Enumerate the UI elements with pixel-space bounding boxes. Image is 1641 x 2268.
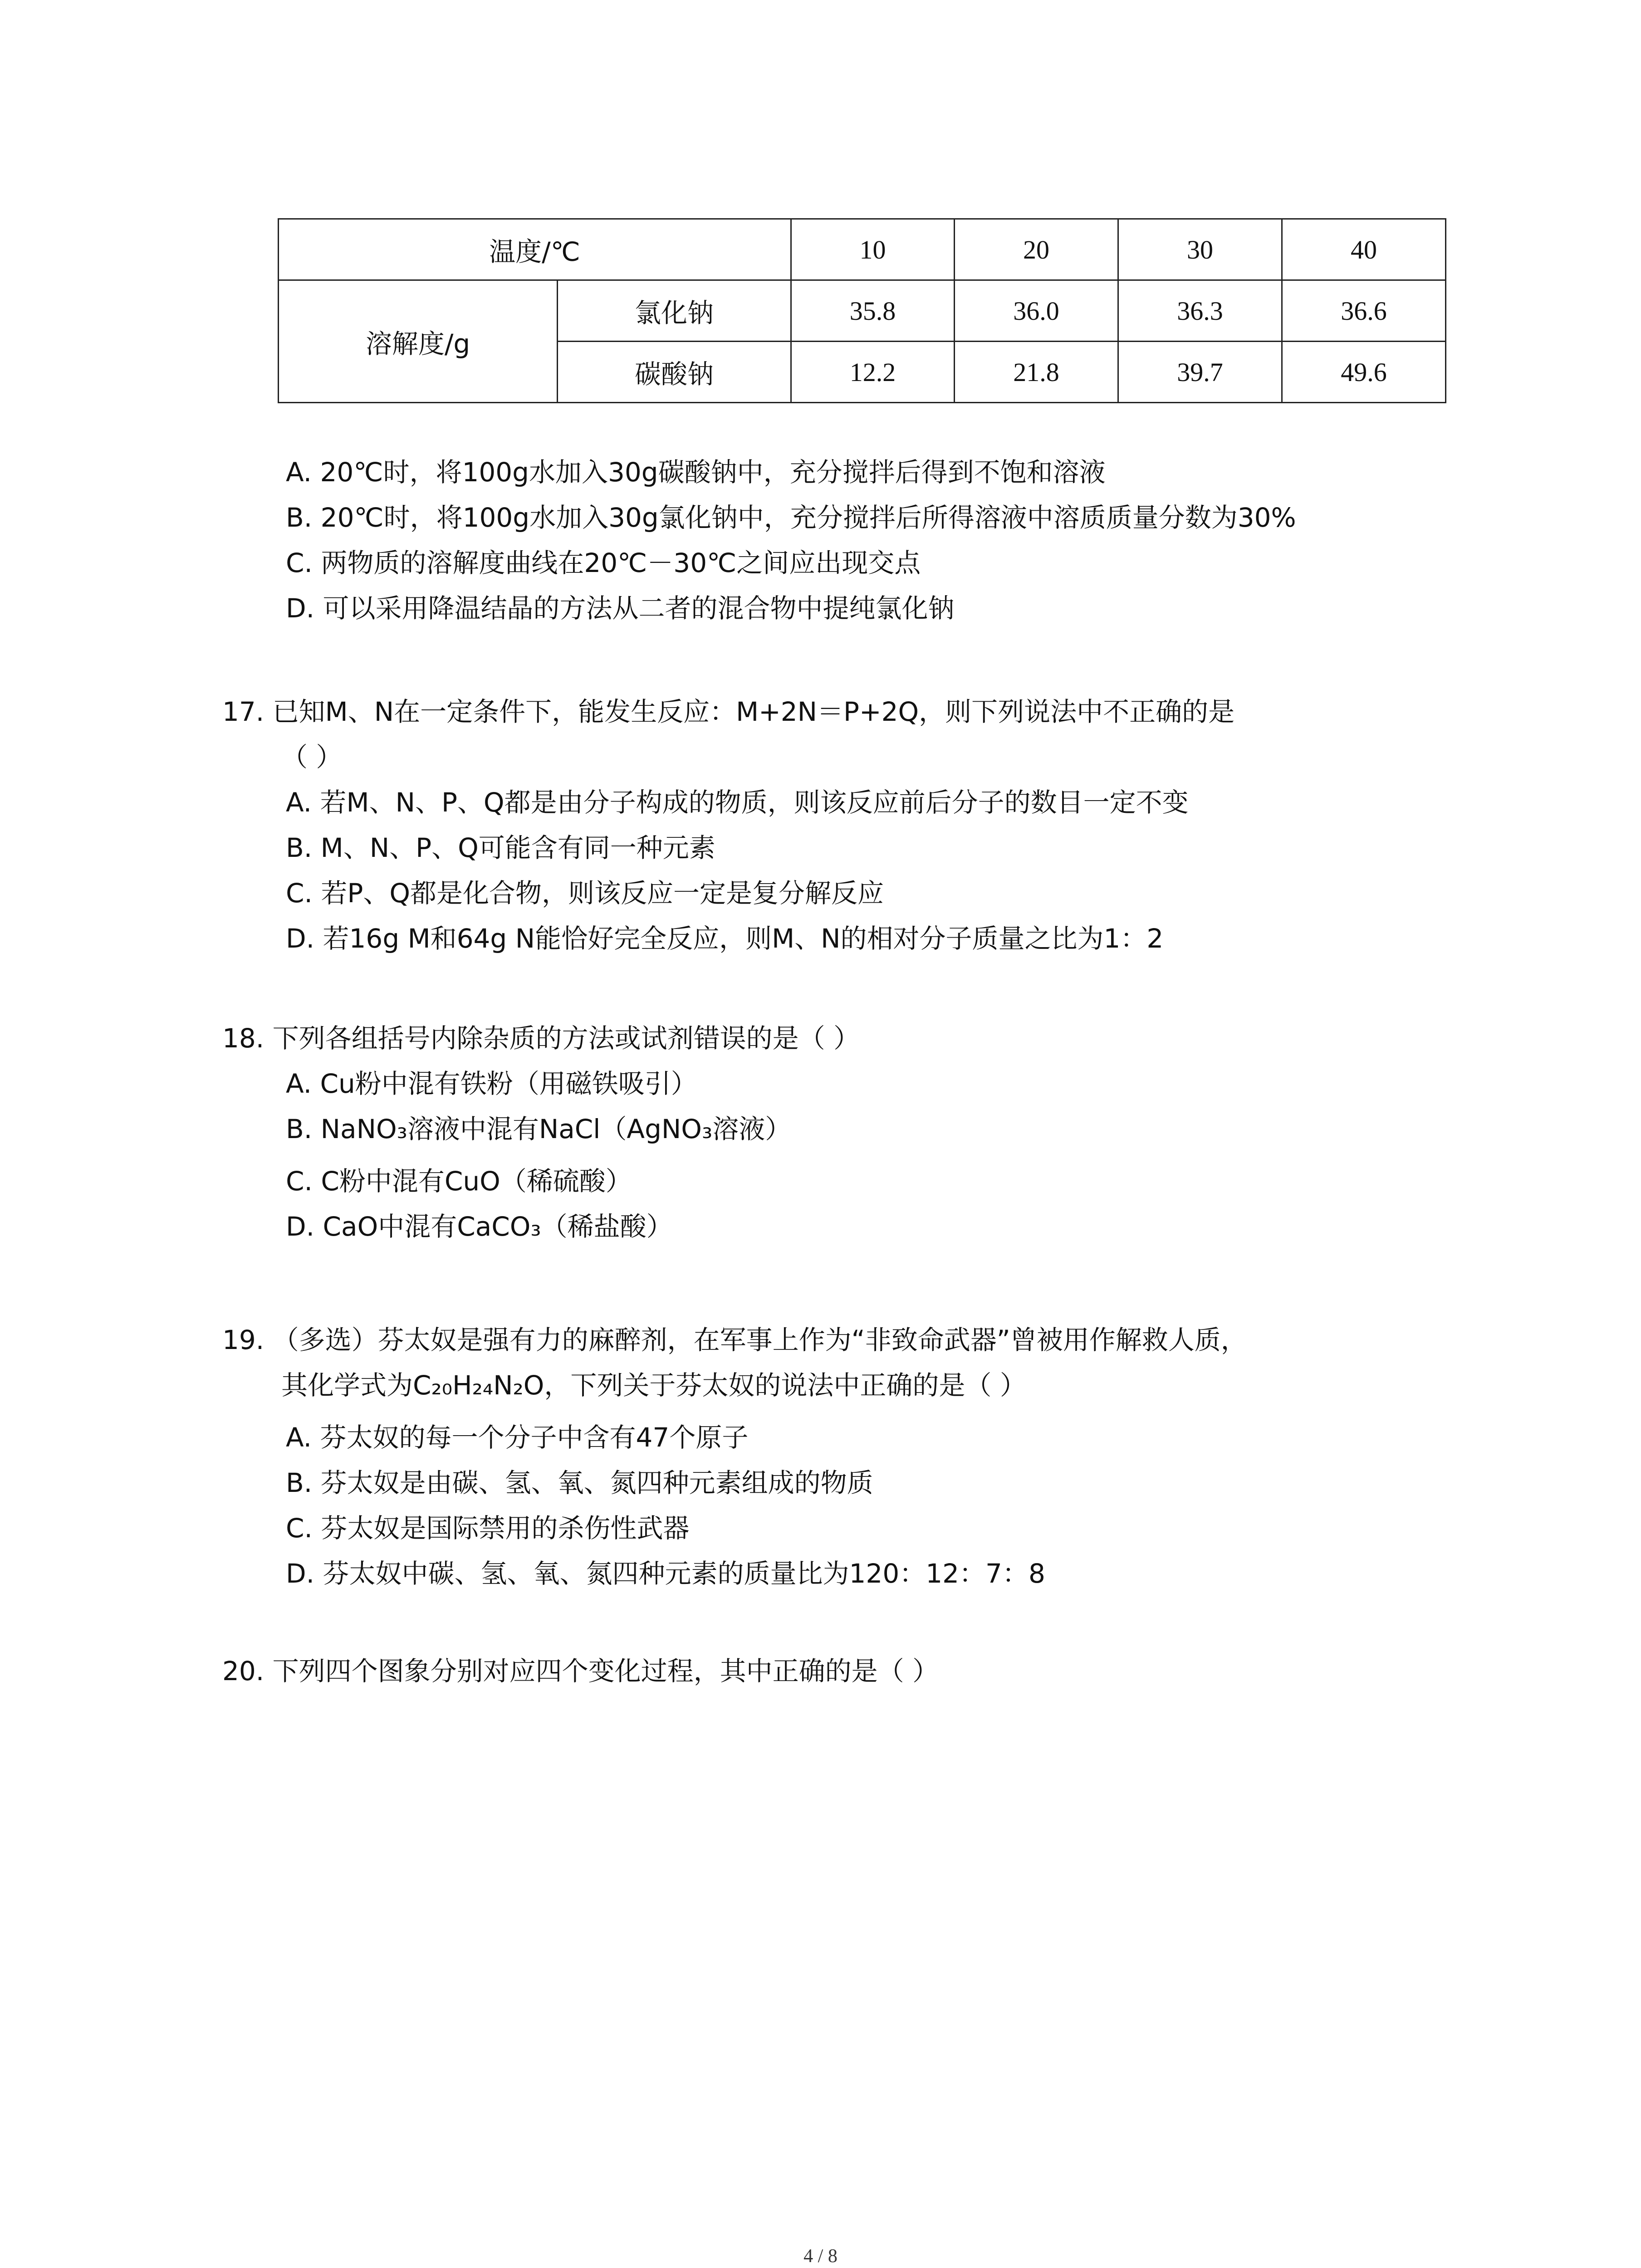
q19-stem: 19. （多选）芬太奴是强有力的麻醉剂，在军事上作为“非致命武器”曾被用作解救人质，: [222, 1325, 1247, 1355]
substance-name: 碳酸钠: [558, 342, 791, 403]
temp-cell: 20: [955, 219, 1118, 280]
table-cell: 49.6: [1282, 342, 1446, 403]
q18-option-c: C. C粉中混有CuO（稀硫酸）: [286, 1166, 632, 1197]
table-cell: 12.2: [791, 342, 955, 403]
q18-option-a: A. Cu粉中混有铁粉（用磁铁吸引）: [286, 1068, 697, 1099]
table-cell: 35.8: [791, 280, 955, 342]
table-cell: 39.7: [1118, 342, 1282, 403]
temp-header: 温度/℃: [279, 219, 791, 280]
q17-option-d: D. 若16g M和64g N能恰好完全反应，则M、N的相对分子质量之比为1：2: [286, 923, 1164, 954]
table-cell: 36.3: [1118, 280, 1282, 342]
substance-name: 氯化钠: [558, 280, 791, 342]
q16-option-c: C. 两物质的溶解度曲线在20℃－30℃之间应出现交点: [286, 547, 921, 578]
table-cell: 36.0: [955, 280, 1118, 342]
q19-option-c: C. 芬太奴是国际禁用的杀伤性武器: [286, 1513, 690, 1544]
solubility-table: [278, 218, 1446, 403]
table-cell: 36.6: [1282, 280, 1446, 342]
q19-option-a: A. 芬太奴的每一个分子中含有47个原子: [286, 1422, 749, 1453]
table-cell: 21.8: [955, 342, 1118, 403]
q17-stem: 17. 已知M、N在一定条件下，能发生反应：M+2N＝P+2Q，则下列说法中不正确的是: [222, 696, 1235, 727]
q20-stem: 20. 下列四个图象分别对应四个变化过程，其中正确的是（ ）: [222, 1656, 939, 1686]
q19-stem-continued: 其化学式为C₂₀H₂₄N₂O，下列关于芬太奴的说法中正确的是（ ）: [281, 1370, 1026, 1401]
solubility-label: 溶解度/g: [279, 280, 558, 403]
q16-option-a: A. 20℃时，将100g水加入30g碳酸钠中，充分搅拌后得到不饱和溶液: [286, 457, 1106, 488]
temp-cell: 10: [791, 219, 955, 280]
q17-option-c: C. 若P、Q都是化合物，则该反应一定是复分解反应: [286, 878, 884, 909]
q19-option-b: B. 芬太奴是由碳、氢、氧、氮四种元素组成的物质: [286, 1467, 873, 1498]
q18-option-d: D. CaO中混有CaCO₃（稀盐酸）: [286, 1211, 673, 1242]
q17-option-b: B. M、N、P、Q可能含有同一种元素: [286, 832, 715, 863]
q18-stem: 18. 下列各组括号内除杂质的方法或试剂错误的是（ ）: [222, 1023, 860, 1054]
temp-cell: 30: [1118, 219, 1282, 280]
q17-answer-paren: （ ）: [281, 742, 343, 772]
q19-option-d: D. 芬太奴中碳、氢、氧、氮四种元素的质量比为120：12：7：8: [286, 1558, 1045, 1589]
table-header-row: [279, 219, 1446, 280]
q16-option-b: B. 20℃时，将100g水加入30g氯化钠中，充分搅拌后所得溶液中溶质质量分数为30%: [286, 502, 1296, 533]
q16-option-d: D. 可以采用降温结晶的方法从二者的混合物中提纯氯化钠: [286, 593, 955, 624]
table-row: [279, 280, 1446, 342]
q18-option-b: B. NaNO₃溶液中混有NaCl（AgNO₃溶液）: [286, 1114, 792, 1144]
temp-cell: 40: [1282, 219, 1446, 280]
page-number: 4 / 8: [803, 2246, 838, 2267]
q17-option-a: A. 若M、N、P、Q都是由分子构成的物质，则该反应前后分子的数目一定不变: [286, 787, 1189, 818]
